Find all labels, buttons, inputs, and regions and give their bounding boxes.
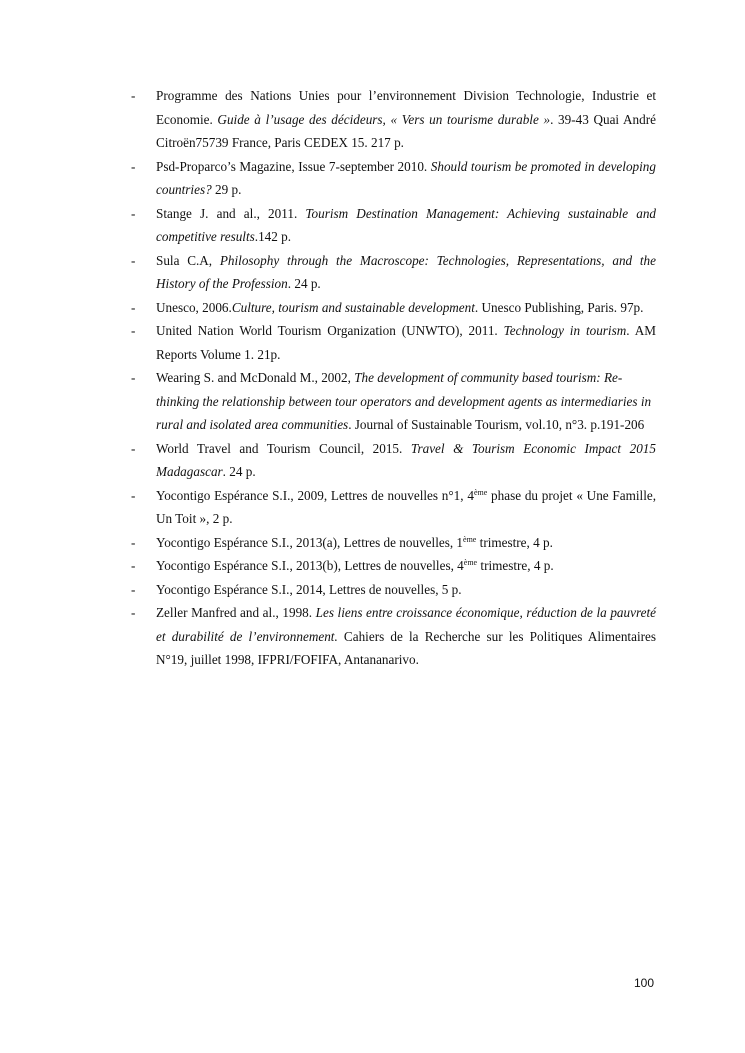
reference-text: Yocontigo Espérance S.I., 2013(a), Lettres de nouvelles, 1 (156, 534, 464, 550)
list-bullet-dash: - (131, 252, 136, 268)
reference-title: Travel & Tourism Economic Impact 2015 Madagascar (156, 440, 656, 479)
reference-title: Should tourism be promoted in developing countries? (156, 158, 656, 197)
reference-text: trimestre, 4 p. (477, 558, 554, 573)
reference-text: . Journal of Sustainable Tourism, vol.10, n°3. p.191-206 (348, 417, 645, 432)
list-bullet-dash: - (131, 323, 136, 338)
reference-item (0, 249, 745, 296)
reference-item (0, 202, 745, 249)
list-bullet-dash: - (131, 605, 136, 620)
reference-text: . AM Reports Volume 1. 21p. (156, 323, 656, 362)
reference-text: . 39-43 Quai André Citroën75739 France, Paris CEDEX 15. 217 p. (156, 111, 656, 150)
reference-title: Les liens entre croissance économique, réduction de la pauvreté et durabilité de l’environnement. (156, 605, 656, 644)
reference-title: Culture, tourism and sustainable development (231, 299, 475, 315)
reference-text: Programme des Nations Unies pour l’environnement Division Technologie, Industrie et Economie. (156, 88, 656, 127)
reference-text: Yocontigo Espérance S.I., 2009, Lettres de nouvelles n°1, 4 (156, 487, 474, 503)
reference-text: . 24 p. (287, 276, 321, 291)
reference-text: Yocontigo Espérance S.I., 2013(b), Lettres de nouvelles, 4 (156, 558, 464, 573)
reference-text: . 24 p. (222, 464, 256, 479)
reference-text: .142 p. (254, 229, 292, 244)
page-number: 100 (633, 976, 654, 990)
reference-text: Psd-Proparco’s Magazine, Issue 7-september 2010. (156, 158, 431, 174)
reference-text: Yocontigo Espérance S.I., 2014, Lettres de nouvelles, 5 p. (156, 581, 462, 597)
reference-title: Guide à l’usage des décideurs, « Vers un tourisme durable » (217, 111, 551, 127)
reference-item (0, 531, 745, 555)
reference-item (0, 296, 745, 320)
list-bullet-dash: - (131, 370, 136, 385)
reference-list (0, 84, 745, 672)
reference-text: 29 p. (211, 182, 242, 197)
reference-title: The development of community based tourism: Re-thinking the relationship between tour operators and development agents as intermediaries in rural and isolated area communities (156, 370, 652, 432)
reference-item (0, 366, 745, 437)
reference-text: . Unesco Publishing, Paris. 97p. (474, 299, 644, 315)
reference-superscript: ème (463, 558, 478, 567)
list-bullet-dash: - (131, 440, 136, 456)
reference-text: Unesco, 2006. (156, 299, 232, 315)
reference-text: trimestre, 4 p. (476, 534, 553, 550)
reference-item (0, 554, 745, 578)
list-bullet-dash: - (131, 205, 136, 221)
list-bullet-dash: - (131, 158, 136, 174)
reference-title: Technology in tourism (503, 323, 627, 338)
reference-text: World Travel and Tourism Council, 2015. (156, 440, 411, 456)
reference-title: Tourism Destination Management: Achieving sustainable and competitive results (156, 205, 657, 244)
reference-title: Philosophy through the Macroscope: Technologies, Representations, and the History of the Profession (156, 252, 656, 291)
reference-text: United Nation World Tourism Organization (UNWTO), 2011. (156, 323, 504, 338)
reference-item (0, 437, 745, 484)
reference-text: Zeller Manfred and al., 1998. (156, 605, 316, 620)
reference-superscript: ème (473, 487, 488, 497)
reference-superscript: ème (463, 534, 477, 544)
reference-text: Stange J. and al., 2011. (156, 205, 306, 221)
reference-item (0, 84, 745, 155)
reference-item (0, 319, 745, 366)
list-bullet-dash: - (131, 534, 136, 550)
reference-item (0, 484, 745, 531)
reference-item (0, 578, 745, 602)
list-bullet-dash: - (131, 581, 136, 597)
reference-item (0, 601, 745, 672)
reference-text: Wearing S. and McDonald M., 2002, (156, 370, 355, 385)
list-bullet-dash: - (131, 299, 136, 315)
list-bullet-dash: - (131, 558, 136, 573)
reference-text: Cahiers de la Recherche sur les Politiques Alimentaires N°19, juillet 1998, IFPRI/FOFIFA, Antananarivo. (156, 628, 656, 667)
reference-text: phase du projet « Une Famille, Un Toit », 2 p. (156, 487, 657, 526)
list-bullet-dash: - (131, 88, 136, 103)
reference-item (0, 155, 745, 202)
reference-text: Sula C.A, (156, 252, 220, 268)
list-bullet-dash: - (131, 487, 136, 503)
